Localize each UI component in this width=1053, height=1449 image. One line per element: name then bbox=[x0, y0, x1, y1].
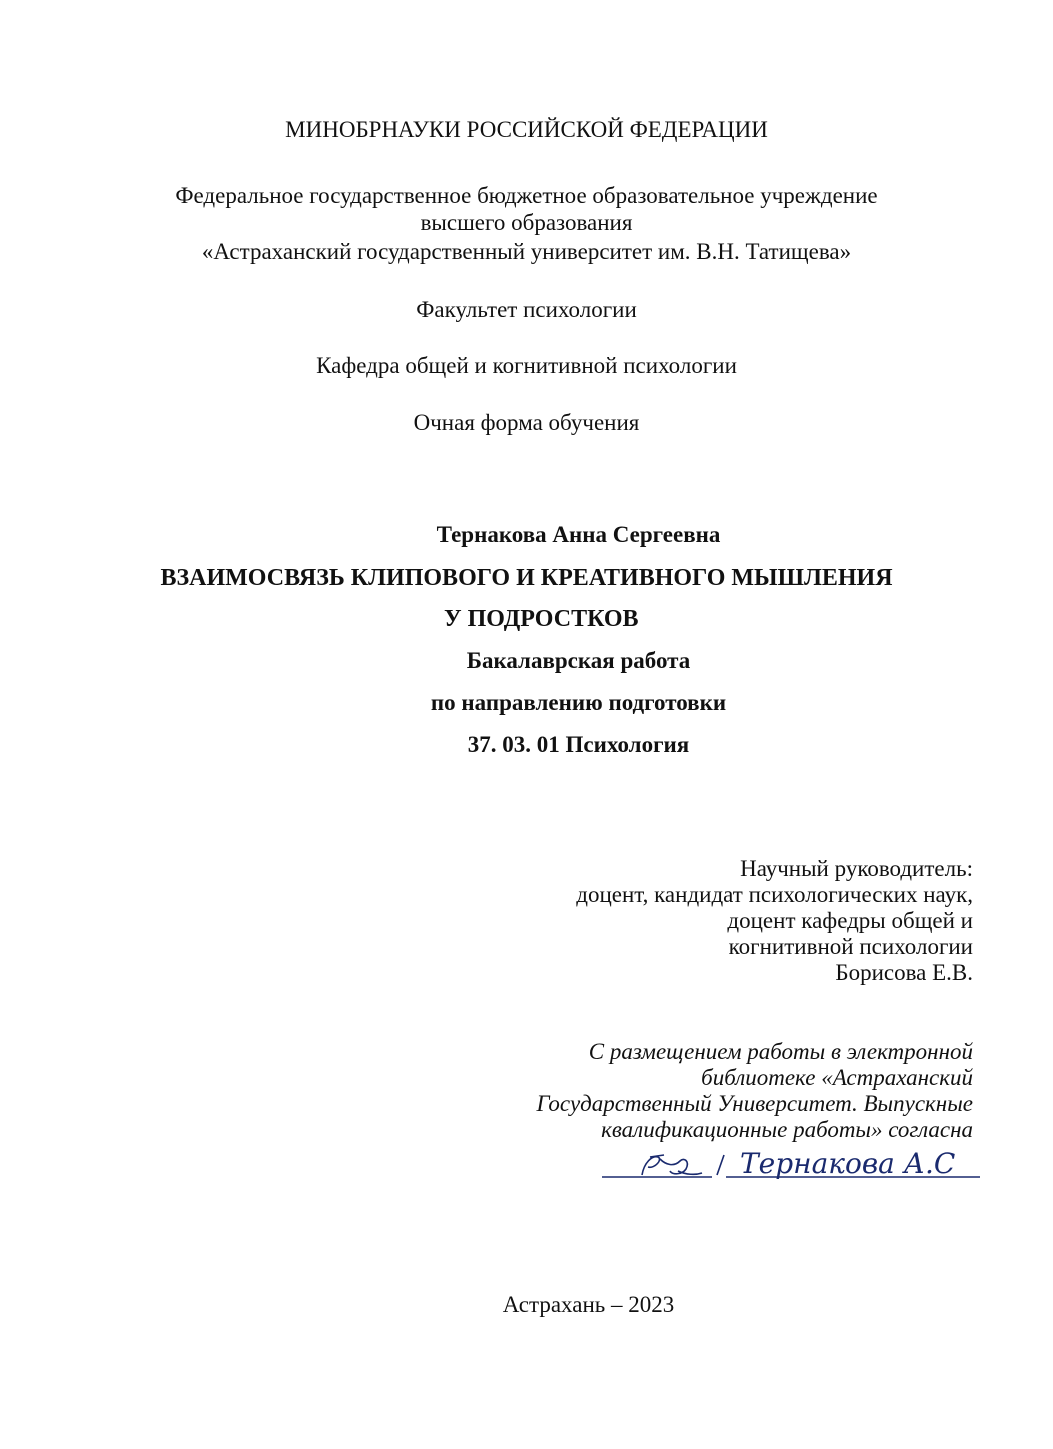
supervisor-line-2: доцент кафедры общей и bbox=[727, 908, 973, 933]
department-name: Кафедра общей и когнитивной психологии bbox=[316, 353, 737, 378]
signature-text: Тернакова А.С bbox=[740, 1147, 956, 1180]
supervisor-label: Научный руководитель: bbox=[740, 856, 973, 881]
consent-block bbox=[537, 1039, 974, 1143]
direction-label: по направлению подготовки bbox=[430, 690, 727, 715]
institution-line-3: «Астраханский государственный университет им. В.Н. Татищева» bbox=[201, 239, 852, 264]
author-name: Тернакова Анна Сергеевна bbox=[436, 522, 721, 547]
institution-line-2: высшего образования bbox=[420, 210, 633, 235]
institution-line-1: Федеральное государственное бюджетное образовательное учреждение bbox=[175, 183, 878, 208]
supervisor-name: Борисова Е.В. bbox=[835, 960, 973, 985]
thesis-title-line-2: У ПОДРОСТКОВ bbox=[444, 606, 639, 632]
direction-code: 37. 03. 01 Психология bbox=[467, 732, 690, 757]
ministry-heading: МИНОБРНАУКИ РОССИЙСКОЙ ФЕДЕРАЦИИ bbox=[285, 117, 768, 142]
supervisor-line-3: когнитивной психологии bbox=[728, 934, 973, 959]
supervisor-line-1: доцент, кандидат психологических наук, bbox=[576, 882, 973, 907]
handwritten-signature bbox=[600, 1145, 985, 1190]
study-form: Очная форма обучения bbox=[413, 410, 640, 435]
consent-line-2: библиотеке «Астраханский bbox=[701, 1065, 973, 1090]
supervisor-block bbox=[576, 856, 973, 986]
work-type: Бакалаврская работа bbox=[466, 648, 691, 673]
thesis-title-line-1: ВЗАИМОСВЯЗЬ КЛИПОВОГО И КРЕАТИВНОГО МЫШЛЕНИЯ bbox=[160, 565, 893, 591]
faculty-name: Факультет психологии bbox=[416, 297, 637, 322]
city-year: Астрахань – 2023 bbox=[502, 1292, 675, 1317]
consent-line-3: Государственный Университет. Выпускные bbox=[536, 1091, 973, 1116]
consent-line-4: квалификационные работы» согласна bbox=[601, 1117, 973, 1142]
signature-mark bbox=[642, 1155, 702, 1175]
signature-slash bbox=[717, 1155, 724, 1175]
consent-line-1: С размещением работы в электронной bbox=[588, 1039, 973, 1064]
signature-graphic bbox=[600, 1145, 985, 1190]
